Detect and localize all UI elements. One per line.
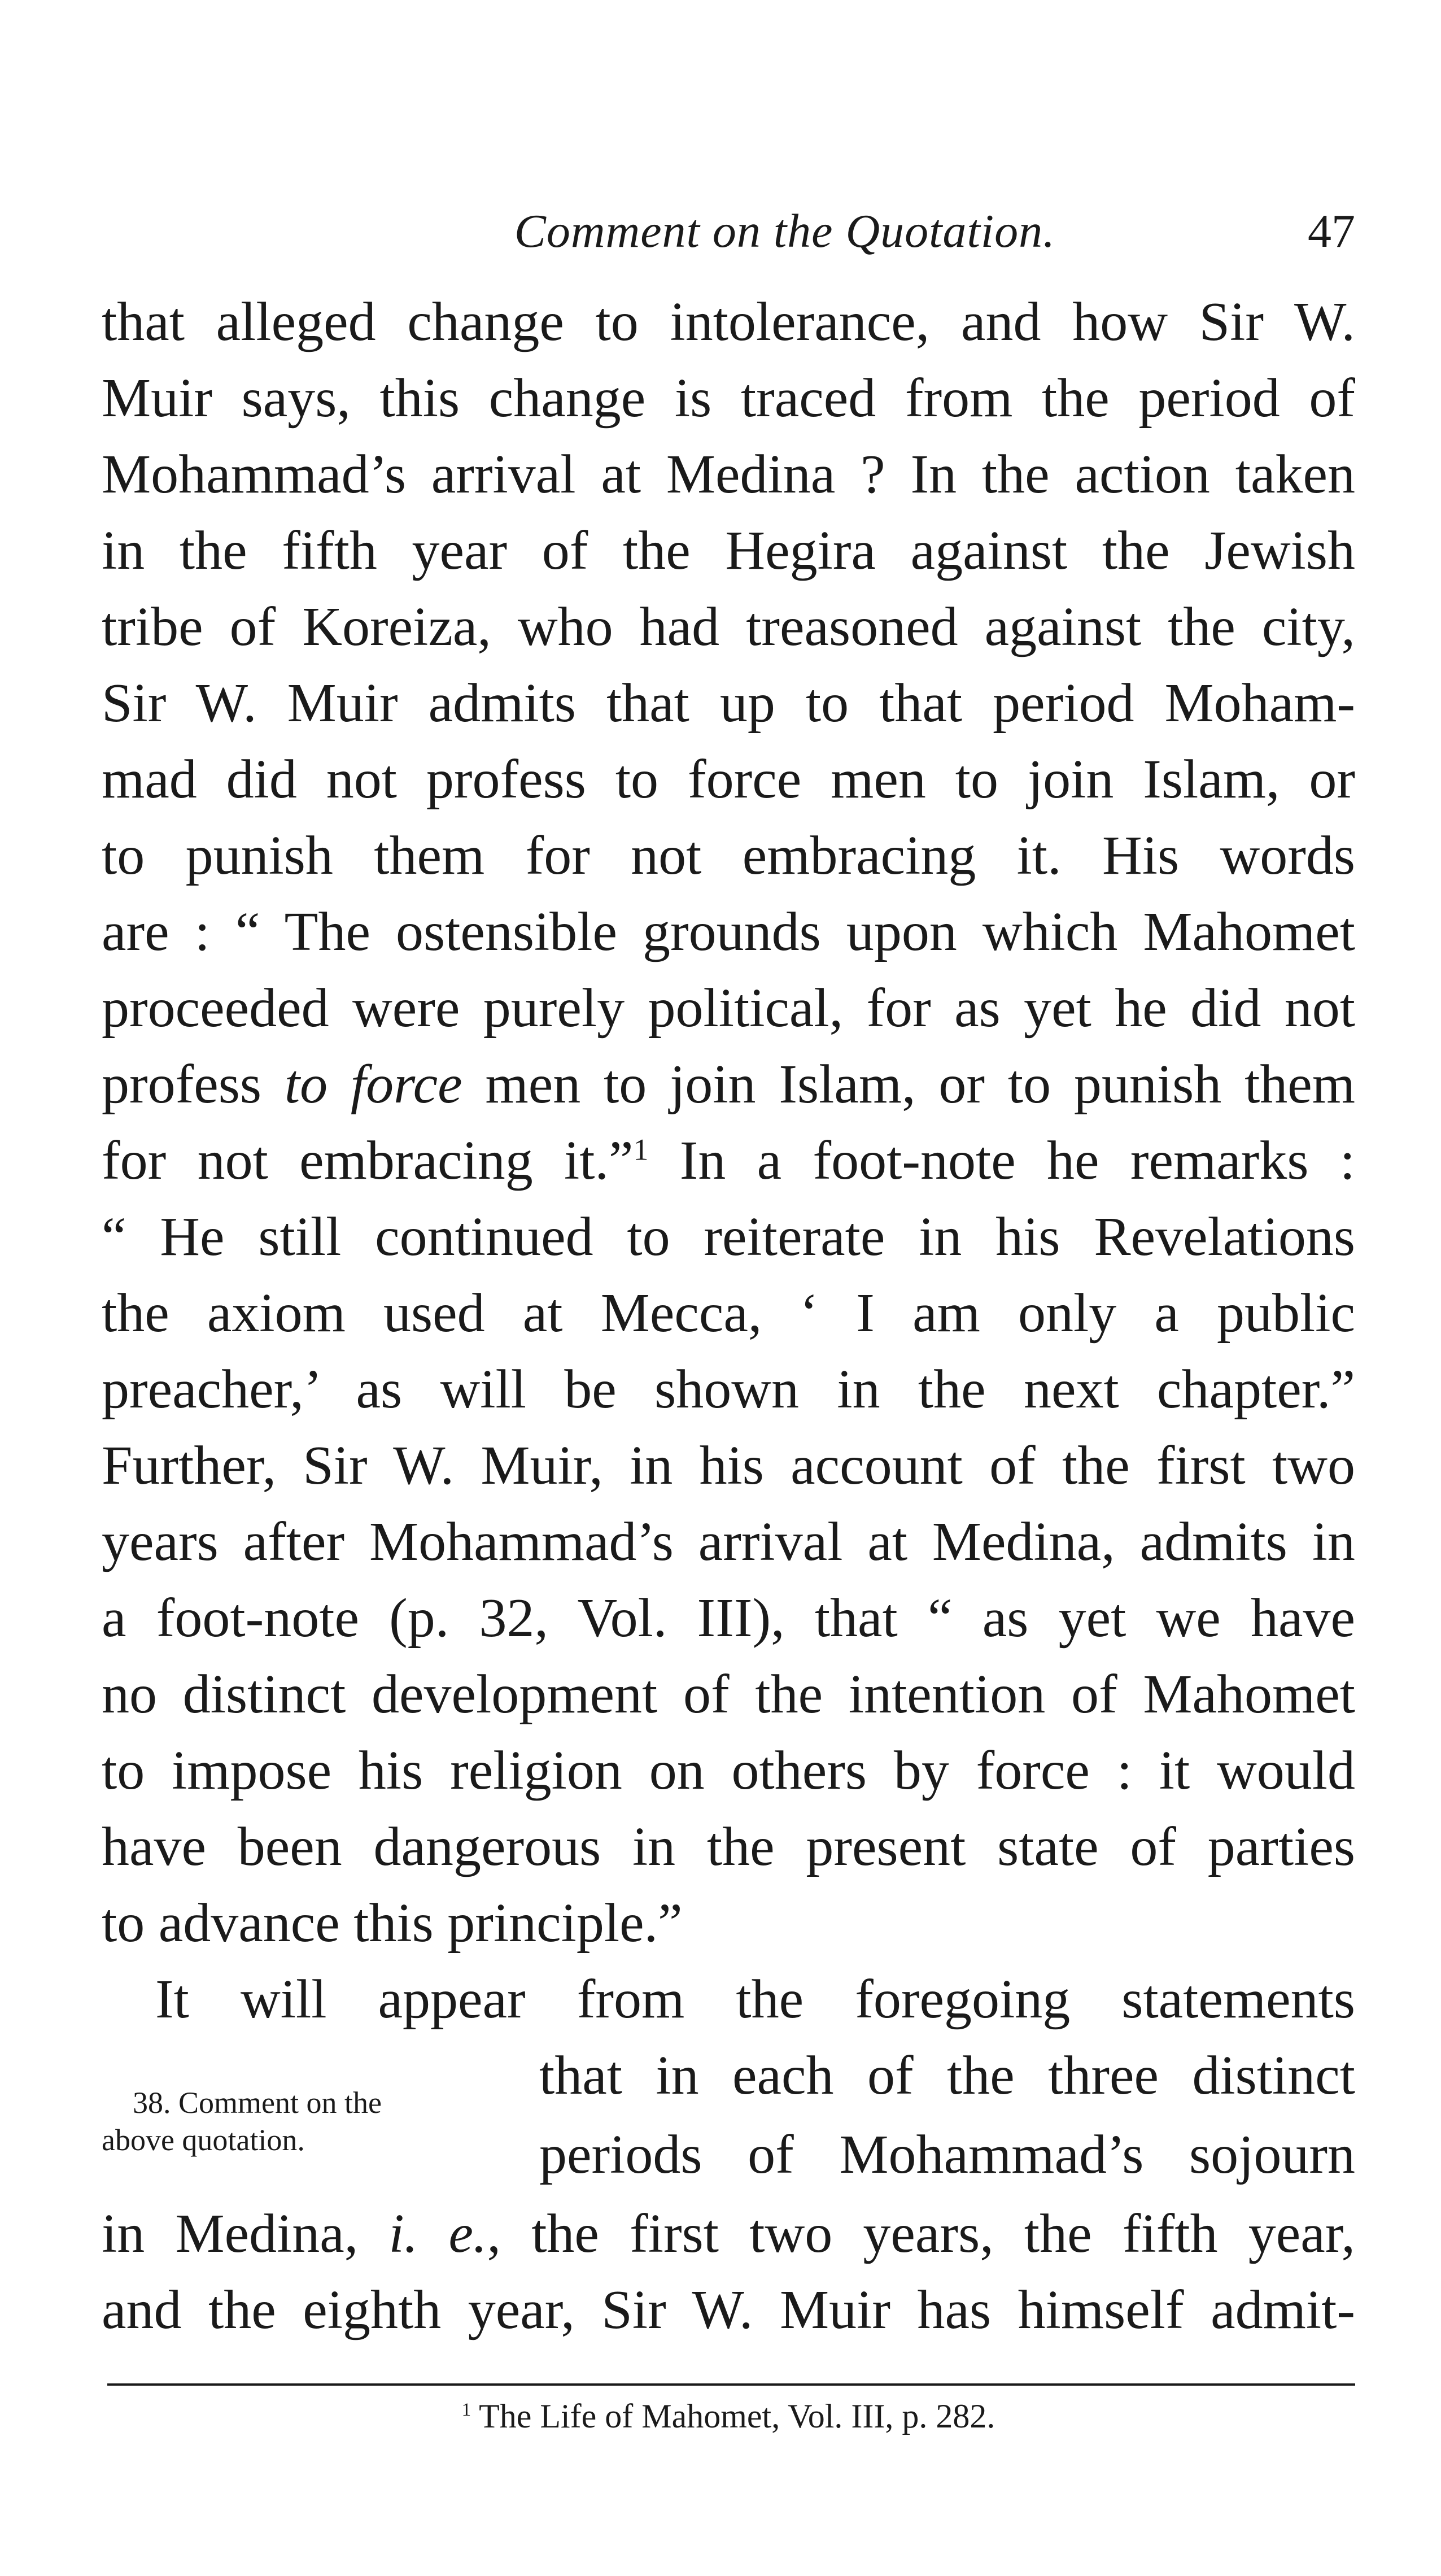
body-line-with-italic xyxy=(102,2200,1355,2268)
body-line: mad did not profess to force men to join Islam, or xyxy=(102,749,1355,810)
footnote-text: The Life of Mahomet, Vol. III, p. 282. xyxy=(471,2398,995,2435)
paragraph-2-line: that in each of the three distinct xyxy=(539,2045,1355,2106)
body-line: proceeded were purely political, for as yet he did not xyxy=(102,978,1355,1039)
margin-note xyxy=(102,2084,519,2159)
footnote-divider xyxy=(107,2383,1355,2386)
body-line: years after Mohammad’s arrival at Medina, admits in xyxy=(102,1511,1355,1572)
body-line: the axiom used at Mecca, ‘ I am only a public xyxy=(102,1283,1355,1344)
paragraph-2-line: It will appear from the foregoing statements xyxy=(155,1969,1355,2030)
paragraph-2-line: periods of Mohammad’s sojourn xyxy=(539,2124,1355,2185)
body-line: tribe of Koreiza, who had treasoned against the city, xyxy=(102,596,1355,657)
footnote-reference: 1 xyxy=(633,1132,649,1167)
line-segment: , the first two years, the fifth year, xyxy=(487,2203,1356,2264)
running-head xyxy=(102,200,1355,263)
body-line: to impose his religion on others by force : it would xyxy=(102,1740,1355,1801)
body-line: a foot-note (p. 32, Vol. III), that “ as yet we have xyxy=(102,1588,1355,1649)
body-line: to punish them for not embracing it. His words xyxy=(102,825,1355,886)
body-line-with-italic xyxy=(102,1051,1355,1118)
body-line: Further, Sir W. Muir, in his account of the first two xyxy=(102,1435,1355,1496)
body-line: Mohammad’s arrival at Medina ? In the action taken xyxy=(102,444,1355,505)
body-line-with-footnote-ref xyxy=(102,1127,1355,1195)
margin-note-line: above quotation. xyxy=(102,2123,305,2157)
body-line: have been dangerous in the present state of parties xyxy=(102,1816,1355,1877)
body-line: in the fifth year of the Hegira against the Jewish xyxy=(102,520,1355,581)
line-segment: in Medina, xyxy=(102,2203,389,2264)
body-line: that alleged change to intolerance, and how Sir W. xyxy=(102,291,1355,352)
line-segment: In a foot-note he remarks : xyxy=(648,1130,1355,1191)
footnote-marker: 1 xyxy=(461,2400,471,2420)
body-line-paragraph-end: to advance this principle.” xyxy=(102,1893,683,1954)
running-title: Comment on the Quotation. xyxy=(514,205,1056,258)
paragraph-2-line: and the eighth year, Sir W. Muir has himself admit- xyxy=(102,2279,1355,2340)
italic-phrase: to force xyxy=(284,1054,462,1115)
page-number: 47 xyxy=(1308,205,1355,258)
line-segment: profess xyxy=(102,1054,285,1115)
body-line: Sir W. Muir admits that up to that period Moham- xyxy=(102,673,1355,734)
body-line: are : “ The ostensible grounds upon which Mahomet xyxy=(102,901,1355,962)
margin-note-line: 38. Comment on the xyxy=(133,2086,382,2120)
line-segment: for not embracing it.” xyxy=(102,1130,634,1191)
body-line: “ He still continued to reiterate in his Revelations xyxy=(102,1206,1355,1267)
body-line: Muir says, this change is traced from the period of xyxy=(102,368,1355,429)
italic-phrase: i. e. xyxy=(388,2203,487,2264)
body-line: no distinct development of the intention of Mahomet xyxy=(102,1664,1355,1725)
line-segment: men to join Islam, or to punish them xyxy=(462,1054,1356,1115)
body-line: preacher,’ as will be shown in the next chapter.” xyxy=(102,1359,1355,1420)
footnote xyxy=(102,2388,1355,2444)
